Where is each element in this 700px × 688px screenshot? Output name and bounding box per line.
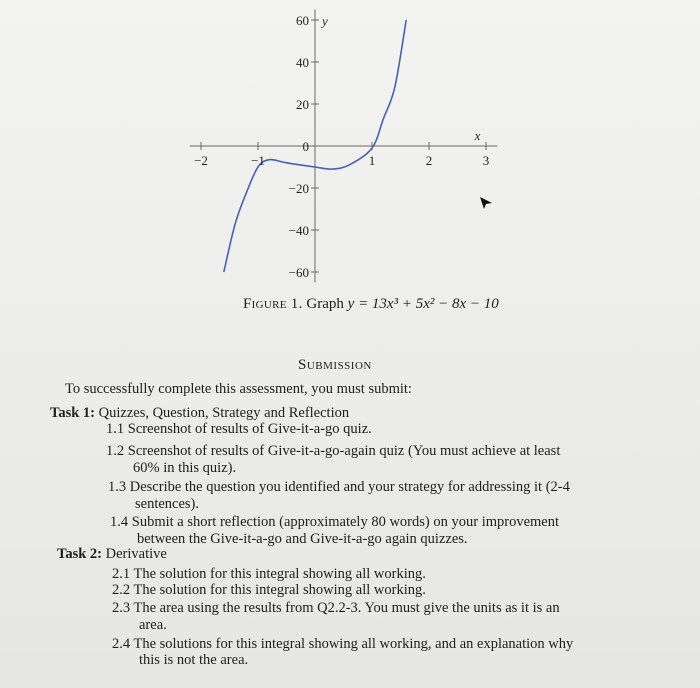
y-tick-label: 20 [296,97,309,112]
x-axis-label: x [474,128,481,143]
y-tick-label: −60 [288,265,309,280]
x-tick-label: 2 [425,153,433,168]
submission-intro: To successfully complete this assessment, you must submit: [65,381,412,397]
task1-item-cont: between the Give-it-a-go and Give-it-a-go again quizzes. [137,531,468,547]
y-tick-label: 40 [296,55,309,70]
task1-title: Quizzes, Question, Strategy and Reflection [98,405,350,421]
task2-heading [57,546,167,563]
task2-item-cont: area. [139,617,167,633]
task1-label: Task 1: [50,405,96,421]
task1-item-cont: 60% in this quiz). [133,460,237,476]
y-tick-label: 60 [296,13,309,28]
task1-item: 1.3 Describe the question you identified and your strategy for addressing it (2-4 [108,479,570,495]
task1-item: 1.2 Screenshot of results of Give-it-a-go-again quiz (You must achieve at least [106,443,561,459]
y-tick-label: −40 [288,223,309,238]
task1-heading [50,405,349,422]
task2-label: Task 2: [57,546,103,562]
submission-title: Submission [298,357,372,373]
figure-caption [243,296,499,313]
function-graph [0,0,700,290]
task2-item: 2.4 The solutions for this integral showing all working, and an explanation why [112,636,574,652]
x-tick-label: 3 [482,153,490,168]
mouse-cursor-icon [478,195,494,216]
x-tick-label: 1 [368,153,376,168]
task1-item-cont: sentences). [135,496,200,512]
figure-caption-text: Graph [306,296,344,312]
figure-caption-equation: y = 13x³ + 5x² − 8x − 10 [347,296,499,312]
task1-item: 1.1 Screenshot of results of Give-it-a-go quiz. [106,421,372,437]
task2-item: 2.2 The solution for this integral showing all working. [112,582,426,598]
y-tick-label: 0 [302,139,309,154]
task1-item: 1.4 Submit a short reflection (approximately 80 words) on your improvement [110,514,560,530]
y-axis-label: y [322,13,328,29]
y-tick-label: −20 [288,181,309,196]
graph-axes [190,10,498,283]
task2-item-cont: this is not the area. [139,652,249,668]
x-tick-label: −2 [194,153,208,168]
figure-caption-label: Figure 1. [243,296,303,312]
task2-title: Derivative [105,546,167,562]
x-tick-label: −1 [251,153,265,168]
task2-item: 2.3 The area using the results from Q2.2-3. You must give the units as it is an [112,600,560,616]
task2-item: 2.1 The solution for this integral showing all working. [112,566,426,582]
